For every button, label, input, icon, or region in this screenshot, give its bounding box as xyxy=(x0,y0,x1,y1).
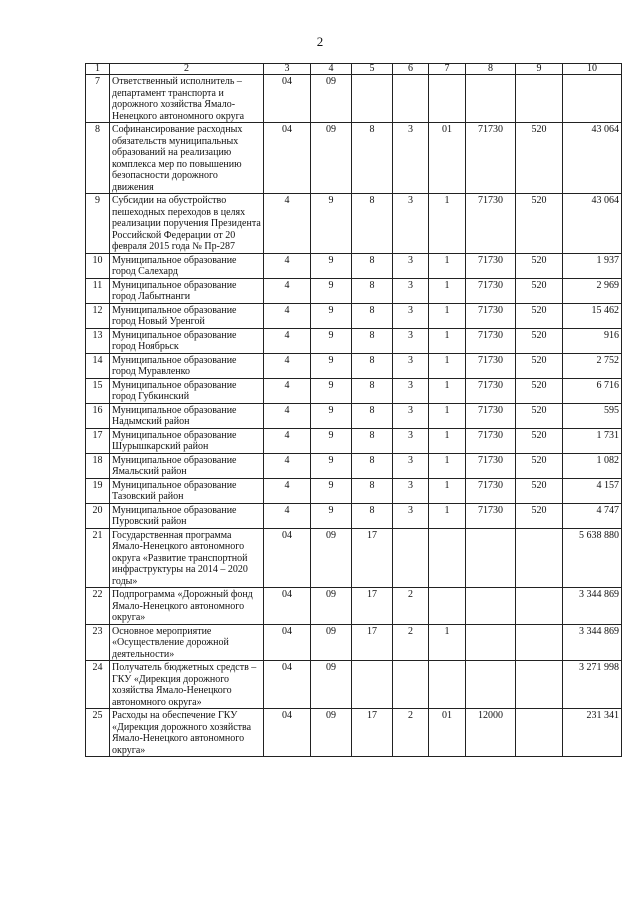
amount-cell: 3 344 869 xyxy=(563,624,622,661)
row-number-cell: 19 xyxy=(86,478,110,503)
direction-code-cell: 71730 xyxy=(466,278,516,303)
table-row xyxy=(86,278,622,303)
ministry-code-cell: 4 xyxy=(264,478,311,503)
program-code-cell: 8 xyxy=(352,403,393,428)
program-code-cell: 8 xyxy=(352,253,393,278)
item-name-cell: Муниципальное образование Ямальский район xyxy=(110,453,264,478)
activity-code-cell: 1 xyxy=(429,303,466,328)
section-code-cell: 9 xyxy=(311,353,352,378)
row-number-cell: 11 xyxy=(86,278,110,303)
program-code-cell xyxy=(352,75,393,123)
ministry-code-cell: 4 xyxy=(264,278,311,303)
section-code-cell: 09 xyxy=(311,588,352,625)
program-code-cell: 8 xyxy=(352,378,393,403)
activity-code-cell: 1 xyxy=(429,194,466,254)
activity-code-cell: 01 xyxy=(429,709,466,757)
expense-type-code-cell xyxy=(516,75,563,123)
section-code-cell: 9 xyxy=(311,194,352,254)
table-row xyxy=(86,303,622,328)
amount-cell: 3 344 869 xyxy=(563,588,622,625)
item-name-cell: Муниципальное образование Тазовский район xyxy=(110,478,264,503)
section-code-cell: 09 xyxy=(311,709,352,757)
table-row xyxy=(86,428,622,453)
ministry-code-cell: 4 xyxy=(264,194,311,254)
subprogram-code-cell: 3 xyxy=(393,403,429,428)
direction-code-cell: 12000 xyxy=(466,709,516,757)
subprogram-code-cell: 3 xyxy=(393,353,429,378)
section-code-cell: 9 xyxy=(311,253,352,278)
subprogram-code-cell xyxy=(393,528,429,588)
direction-code-cell xyxy=(466,661,516,709)
table-row xyxy=(86,75,622,123)
table-row xyxy=(86,253,622,278)
amount-cell: 4 157 xyxy=(563,478,622,503)
amount-cell: 1 937 xyxy=(563,253,622,278)
activity-code-cell: 1 xyxy=(429,428,466,453)
subprogram-code-cell: 3 xyxy=(393,123,429,194)
program-code-cell: 8 xyxy=(352,453,393,478)
activity-code-cell xyxy=(429,75,466,123)
column-header: 4 xyxy=(311,64,352,75)
ministry-code-cell: 4 xyxy=(264,353,311,378)
expense-type-code-cell: 520 xyxy=(516,503,563,528)
table-row xyxy=(86,353,622,378)
activity-code-cell: 1 xyxy=(429,278,466,303)
table-row xyxy=(86,588,622,625)
item-name-cell: Муниципальное образование Пуровский район xyxy=(110,503,264,528)
item-name-cell: Муниципальное образование город Лабытнанги xyxy=(110,278,264,303)
ministry-code-cell: 4 xyxy=(264,453,311,478)
row-number-cell: 17 xyxy=(86,428,110,453)
direction-code-cell: 71730 xyxy=(466,453,516,478)
section-code-cell: 9 xyxy=(311,328,352,353)
program-code-cell: 17 xyxy=(352,528,393,588)
activity-code-cell: 1 xyxy=(429,503,466,528)
amount-cell: 916 xyxy=(563,328,622,353)
column-number-row xyxy=(86,64,622,75)
budget-table xyxy=(85,63,622,757)
table-row xyxy=(86,328,622,353)
expense-type-code-cell: 520 xyxy=(516,453,563,478)
subprogram-code-cell: 3 xyxy=(393,503,429,528)
direction-code-cell: 71730 xyxy=(466,123,516,194)
expense-type-code-cell: 520 xyxy=(516,378,563,403)
subprogram-code-cell: 2 xyxy=(393,588,429,625)
amount-cell: 2 969 xyxy=(563,278,622,303)
item-name-cell: Муниципальное образование город Новый Уренгой xyxy=(110,303,264,328)
section-code-cell: 9 xyxy=(311,503,352,528)
direction-code-cell: 71730 xyxy=(466,353,516,378)
column-header: 9 xyxy=(516,64,563,75)
expense-type-code-cell xyxy=(516,528,563,588)
program-code-cell: 8 xyxy=(352,353,393,378)
expense-type-code-cell: 520 xyxy=(516,194,563,254)
activity-code-cell: 1 xyxy=(429,624,466,661)
subprogram-code-cell: 3 xyxy=(393,278,429,303)
table-row xyxy=(86,478,622,503)
ministry-code-cell: 04 xyxy=(264,588,311,625)
activity-code-cell xyxy=(429,588,466,625)
row-number-cell: 21 xyxy=(86,528,110,588)
item-name-cell: Подпрограмма «Дорожный фонд Ямало-Ненецкого автономного округа» xyxy=(110,588,264,625)
program-code-cell xyxy=(352,661,393,709)
program-code-cell: 8 xyxy=(352,503,393,528)
table-row xyxy=(86,709,622,757)
row-number-cell: 9 xyxy=(86,194,110,254)
section-code-cell: 9 xyxy=(311,378,352,403)
section-code-cell: 9 xyxy=(311,278,352,303)
section-code-cell: 9 xyxy=(311,428,352,453)
row-number-cell: 12 xyxy=(86,303,110,328)
expense-type-code-cell: 520 xyxy=(516,428,563,453)
direction-code-cell: 71730 xyxy=(466,194,516,254)
expense-type-code-cell: 520 xyxy=(516,123,563,194)
subprogram-code-cell xyxy=(393,661,429,709)
column-header: 8 xyxy=(466,64,516,75)
activity-code-cell: 1 xyxy=(429,403,466,428)
row-number-cell: 25 xyxy=(86,709,110,757)
direction-code-cell: 71730 xyxy=(466,428,516,453)
item-name-cell: Расходы на обеспечение ГКУ «Дирекция дорожного хозяйства Ямало-Ненецкого автономного округа» xyxy=(110,709,264,757)
amount-cell: 2 752 xyxy=(563,353,622,378)
table-row xyxy=(86,661,622,709)
program-code-cell: 8 xyxy=(352,303,393,328)
activity-code-cell: 1 xyxy=(429,378,466,403)
amount-cell: 3 271 998 xyxy=(563,661,622,709)
direction-code-cell: 71730 xyxy=(466,503,516,528)
activity-code-cell: 1 xyxy=(429,453,466,478)
ministry-code-cell: 4 xyxy=(264,328,311,353)
section-code-cell: 09 xyxy=(311,75,352,123)
program-code-cell: 8 xyxy=(352,478,393,503)
subprogram-code-cell: 3 xyxy=(393,453,429,478)
expense-type-code-cell xyxy=(516,588,563,625)
direction-code-cell: 71730 xyxy=(466,253,516,278)
amount-cell: 595 xyxy=(563,403,622,428)
program-code-cell: 17 xyxy=(352,624,393,661)
activity-code-cell: 1 xyxy=(429,478,466,503)
table-row xyxy=(86,503,622,528)
direction-code-cell: 71730 xyxy=(466,328,516,353)
direction-code-cell xyxy=(466,588,516,625)
direction-code-cell xyxy=(466,624,516,661)
expense-type-code-cell: 520 xyxy=(516,403,563,428)
table-row xyxy=(86,403,622,428)
column-header: 1 xyxy=(86,64,110,75)
ministry-code-cell: 4 xyxy=(264,403,311,428)
row-number-cell: 18 xyxy=(86,453,110,478)
section-code-cell: 09 xyxy=(311,624,352,661)
row-number-cell: 15 xyxy=(86,378,110,403)
item-name-cell: Муниципальное образование город Ноябрьск xyxy=(110,328,264,353)
row-number-cell: 10 xyxy=(86,253,110,278)
row-number-cell: 7 xyxy=(86,75,110,123)
activity-code-cell: 1 xyxy=(429,328,466,353)
program-code-cell: 8 xyxy=(352,428,393,453)
table-body xyxy=(86,75,622,757)
row-number-cell: 22 xyxy=(86,588,110,625)
ministry-code-cell: 04 xyxy=(264,123,311,194)
table-row xyxy=(86,528,622,588)
subprogram-code-cell: 3 xyxy=(393,194,429,254)
section-code-cell: 9 xyxy=(311,303,352,328)
item-name-cell: Софинансирование расходных обязательств муниципальных образований на реализацию комплекса мер по повышению безопасности дорожного движения xyxy=(110,123,264,194)
subprogram-code-cell: 2 xyxy=(393,709,429,757)
amount-cell: 1 082 xyxy=(563,453,622,478)
subprogram-code-cell: 2 xyxy=(393,624,429,661)
direction-code-cell xyxy=(466,528,516,588)
activity-code-cell: 01 xyxy=(429,123,466,194)
table-row xyxy=(86,378,622,403)
amount-cell: 4 747 xyxy=(563,503,622,528)
row-number-cell: 14 xyxy=(86,353,110,378)
amount-cell: 43 064 xyxy=(563,123,622,194)
amount-cell: 1 731 xyxy=(563,428,622,453)
expense-type-code-cell: 520 xyxy=(516,328,563,353)
section-code-cell: 9 xyxy=(311,478,352,503)
subprogram-code-cell xyxy=(393,75,429,123)
subprogram-code-cell: 3 xyxy=(393,253,429,278)
ministry-code-cell: 04 xyxy=(264,75,311,123)
row-number-cell: 23 xyxy=(86,624,110,661)
direction-code-cell: 71730 xyxy=(466,303,516,328)
ministry-code-cell: 4 xyxy=(264,303,311,328)
subprogram-code-cell: 3 xyxy=(393,378,429,403)
expense-type-code-cell xyxy=(516,709,563,757)
column-header: 10 xyxy=(563,64,622,75)
item-name-cell: Субсидии на обустройство пешеходных переходов в целях реализации поручения Президента Российской Федерации от 20 февраля 2015 года № Пр-287 xyxy=(110,194,264,254)
section-code-cell: 09 xyxy=(311,661,352,709)
expense-type-code-cell xyxy=(516,661,563,709)
section-code-cell: 09 xyxy=(311,123,352,194)
direction-code-cell: 71730 xyxy=(466,478,516,503)
expense-type-code-cell: 520 xyxy=(516,303,563,328)
section-code-cell: 9 xyxy=(311,453,352,478)
subprogram-code-cell: 3 xyxy=(393,303,429,328)
amount-cell: 6 716 xyxy=(563,378,622,403)
activity-code-cell xyxy=(429,528,466,588)
direction-code-cell xyxy=(466,75,516,123)
ministry-code-cell: 04 xyxy=(264,661,311,709)
program-code-cell: 8 xyxy=(352,278,393,303)
expense-type-code-cell: 520 xyxy=(516,253,563,278)
row-number-cell: 24 xyxy=(86,661,110,709)
subprogram-code-cell: 3 xyxy=(393,428,429,453)
section-code-cell: 09 xyxy=(311,528,352,588)
column-header: 2 xyxy=(110,64,264,75)
program-code-cell: 17 xyxy=(352,588,393,625)
page-number: 2 xyxy=(316,34,324,49)
ministry-code-cell: 4 xyxy=(264,253,311,278)
ministry-code-cell: 4 xyxy=(264,503,311,528)
item-name-cell: Получатель бюджетных средств – ГКУ «Дирекция дорожного хозяйства Ямало-Ненецкого автономного округа» xyxy=(110,661,264,709)
subprogram-code-cell: 3 xyxy=(393,328,429,353)
amount-cell xyxy=(563,75,622,123)
table-row xyxy=(86,453,622,478)
table-row xyxy=(86,123,622,194)
program-code-cell: 8 xyxy=(352,123,393,194)
column-header: 3 xyxy=(264,64,311,75)
item-name-cell: Ответственный исполнитель – департамент транспорта и дорожного хозяйства Ямало-Ненецкого автономного округа xyxy=(110,75,264,123)
item-name-cell: Государственная программа Ямало-Ненецкого автономного округа «Развитие транспортной инфраструктуры на 2014 – 2020 годы» xyxy=(110,528,264,588)
row-number-cell: 13 xyxy=(86,328,110,353)
item-name-cell: Муниципальное образование Шурышкарский район xyxy=(110,428,264,453)
program-code-cell: 8 xyxy=(352,194,393,254)
ministry-code-cell: 4 xyxy=(264,428,311,453)
row-number-cell: 20 xyxy=(86,503,110,528)
column-header: 7 xyxy=(429,64,466,75)
activity-code-cell: 1 xyxy=(429,253,466,278)
item-name-cell: Муниципальное образование город Салехард xyxy=(110,253,264,278)
ministry-code-cell: 04 xyxy=(264,528,311,588)
ministry-code-cell: 04 xyxy=(264,624,311,661)
expense-type-code-cell: 520 xyxy=(516,278,563,303)
amount-cell: 231 341 xyxy=(563,709,622,757)
program-code-cell: 17 xyxy=(352,709,393,757)
table-row xyxy=(86,624,622,661)
item-name-cell: Муниципальное образование город Губкинский xyxy=(110,378,264,403)
row-number-cell: 16 xyxy=(86,403,110,428)
row-number-cell: 8 xyxy=(86,123,110,194)
ministry-code-cell: 4 xyxy=(264,378,311,403)
expense-type-code-cell: 520 xyxy=(516,478,563,503)
expense-type-code-cell xyxy=(516,624,563,661)
ministry-code-cell: 04 xyxy=(264,709,311,757)
item-name-cell: Муниципальное образование город Муравленко xyxy=(110,353,264,378)
column-header: 5 xyxy=(352,64,393,75)
direction-code-cell: 71730 xyxy=(466,378,516,403)
activity-code-cell: 1 xyxy=(429,353,466,378)
column-header: 6 xyxy=(393,64,429,75)
direction-code-cell: 71730 xyxy=(466,403,516,428)
activity-code-cell xyxy=(429,661,466,709)
item-name-cell: Основное мероприятие «Осуществление дорожной деятельности» xyxy=(110,624,264,661)
amount-cell: 5 638 880 xyxy=(563,528,622,588)
amount-cell: 43 064 xyxy=(563,194,622,254)
expense-type-code-cell: 520 xyxy=(516,353,563,378)
program-code-cell: 8 xyxy=(352,328,393,353)
subprogram-code-cell: 3 xyxy=(393,478,429,503)
section-code-cell: 9 xyxy=(311,403,352,428)
table-row xyxy=(86,194,622,254)
amount-cell: 15 462 xyxy=(563,303,622,328)
item-name-cell: Муниципальное образование Надымский район xyxy=(110,403,264,428)
